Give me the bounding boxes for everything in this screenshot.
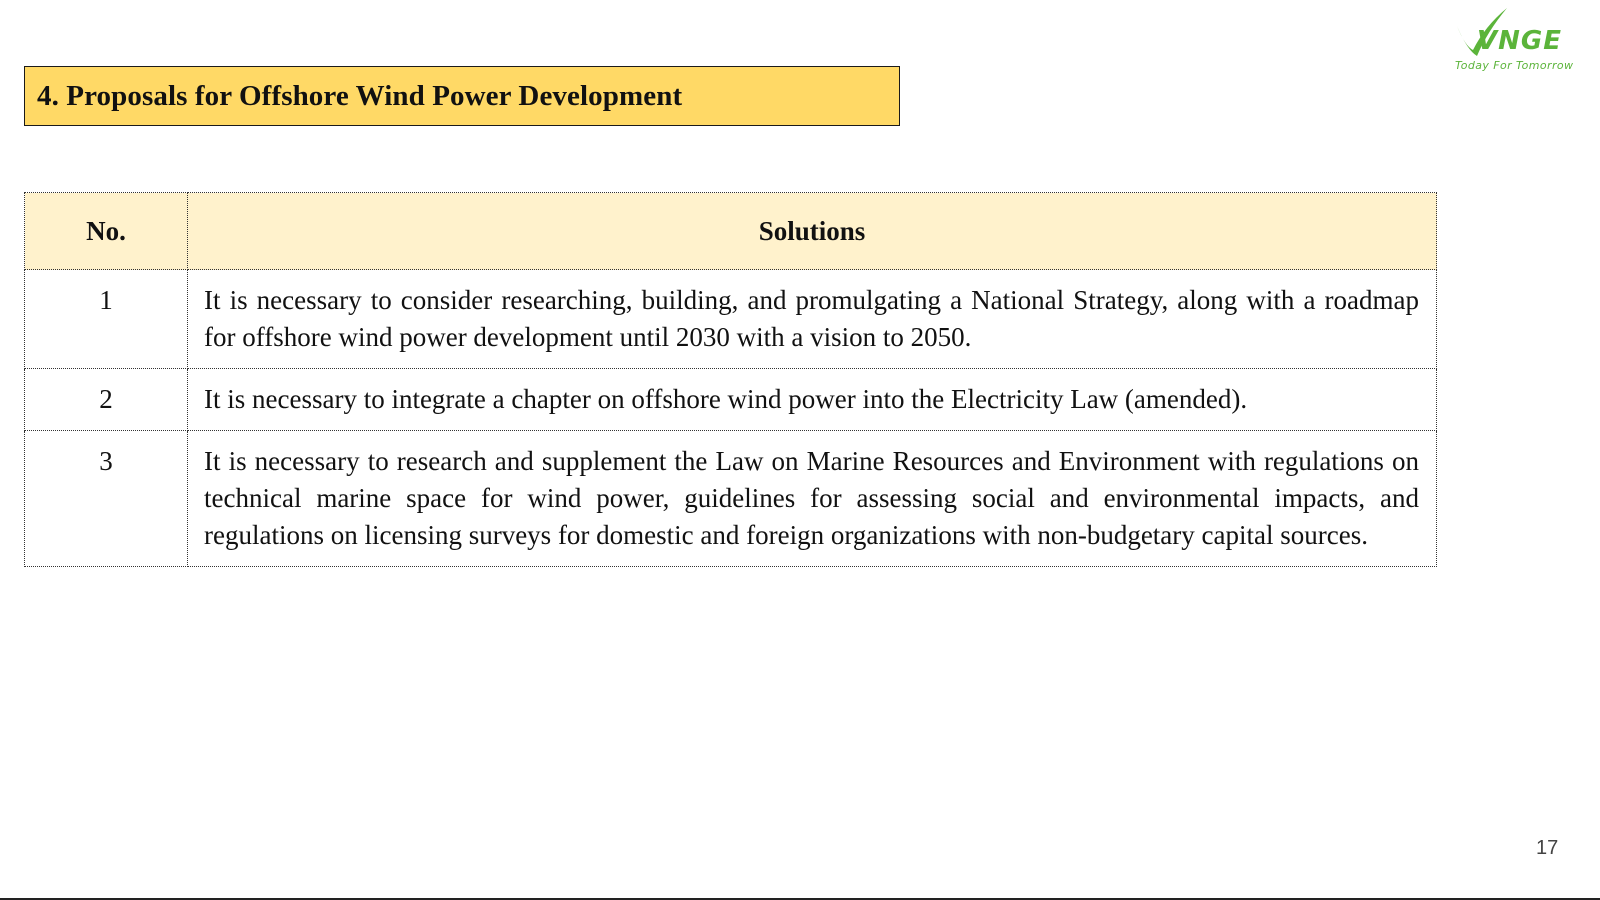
table-row [25, 369, 1437, 431]
row-solution-text: It is necessary to consider researching, building, and promulgating a National Strategy, along with a roadmap for offshore wind power development until 2030 with a vision to 2050. [188, 270, 1437, 369]
header-solutions: Solutions [188, 193, 1437, 270]
logo-wordmark: VNGE [1477, 26, 1562, 56]
row-number: 3 [25, 431, 188, 567]
solutions-table [24, 192, 1437, 567]
row-number: 2 [25, 369, 188, 431]
logo-tagline: Today For Tomorrow [1455, 59, 1574, 72]
slide-title: 4. Proposals for Offshore Wind Power Development [37, 79, 683, 112]
table-row [25, 270, 1437, 369]
page-number: 17 [1536, 837, 1559, 859]
row-solution-text: It is necessary to integrate a chapter on offshore wind power into the Electricity Law (amended). [188, 369, 1437, 431]
table-row [25, 431, 1437, 567]
table-header-row [25, 193, 1437, 270]
row-solution-text: It is necessary to research and supplement the Law on Marine Resources and Environment with regulations on technical marine space for wind power, guidelines for assessing social and environmental impacts, and regulations on licensing surveys for domestic and foreign organizations with non-budgetary capital sources. [188, 431, 1437, 567]
vnge-logo [1455, 6, 1595, 76]
row-number: 1 [25, 270, 188, 369]
title-box [24, 66, 900, 126]
header-no: No. [25, 193, 188, 270]
